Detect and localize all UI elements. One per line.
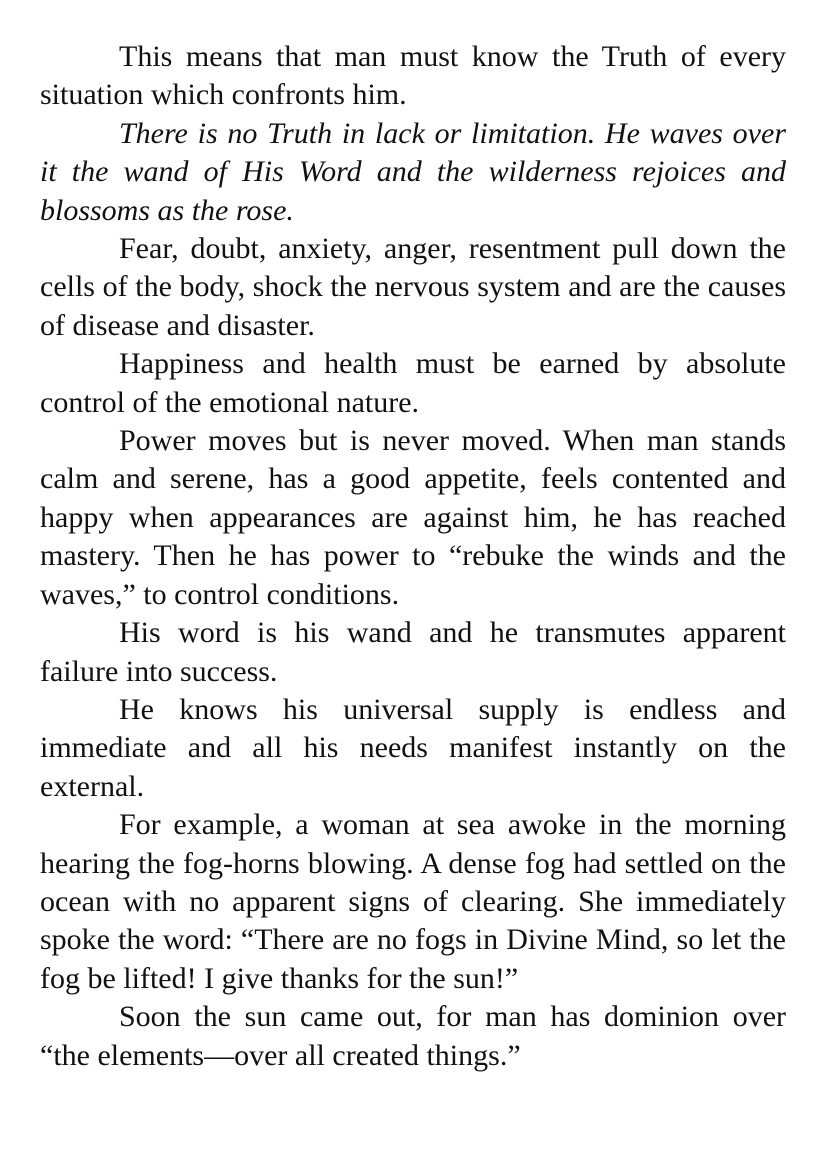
paragraph-8: For example, a woman at sea awoke in the morning hearing the fog-horns blowing. A dense fog had settled on the ocean with no apparent signs of clearing. She immediately spoke the word: “There are no fogs in Divine Mind, so let the fog be lifted! I give thanks for the sun!” bbox=[40, 808, 786, 995]
paragraph-7: He knows his universal supply is endless and immediate and all his needs manifest instantly on the external. bbox=[40, 692, 786, 803]
paragraph-1: This means that man must know the Truth of every situation which confronts him. bbox=[40, 40, 786, 112]
paragraph-4: Happiness and health must be earned by absolute control of the emotional nature. bbox=[40, 347, 786, 419]
paragraph-6: His word is his wand and he transmutes apparent failure into success. bbox=[40, 616, 786, 688]
document-page bbox=[40, 38, 786, 1075]
paragraph-9: Soon the sun came out, for man has dominion over “the elements—over all created things.” bbox=[40, 1000, 786, 1072]
paragraph-2-italic: There is no Truth in lack or limitation. He waves over it the wand of His Word and the wilderness rejoices and blossoms as the rose. bbox=[40, 116, 786, 227]
paragraph-5: Power moves but is never moved. When man stands calm and serene, has a good appetite, feels contented and happy when appearances are against him, he has reached mastery. Then he has power to “rebuke the winds and the waves,” to control conditions. bbox=[40, 424, 786, 611]
paragraph-3: Fear, doubt, anxiety, anger, resentment pull down the cells of the body, shock the nervous system and are the causes of disease and disaster. bbox=[40, 232, 786, 342]
